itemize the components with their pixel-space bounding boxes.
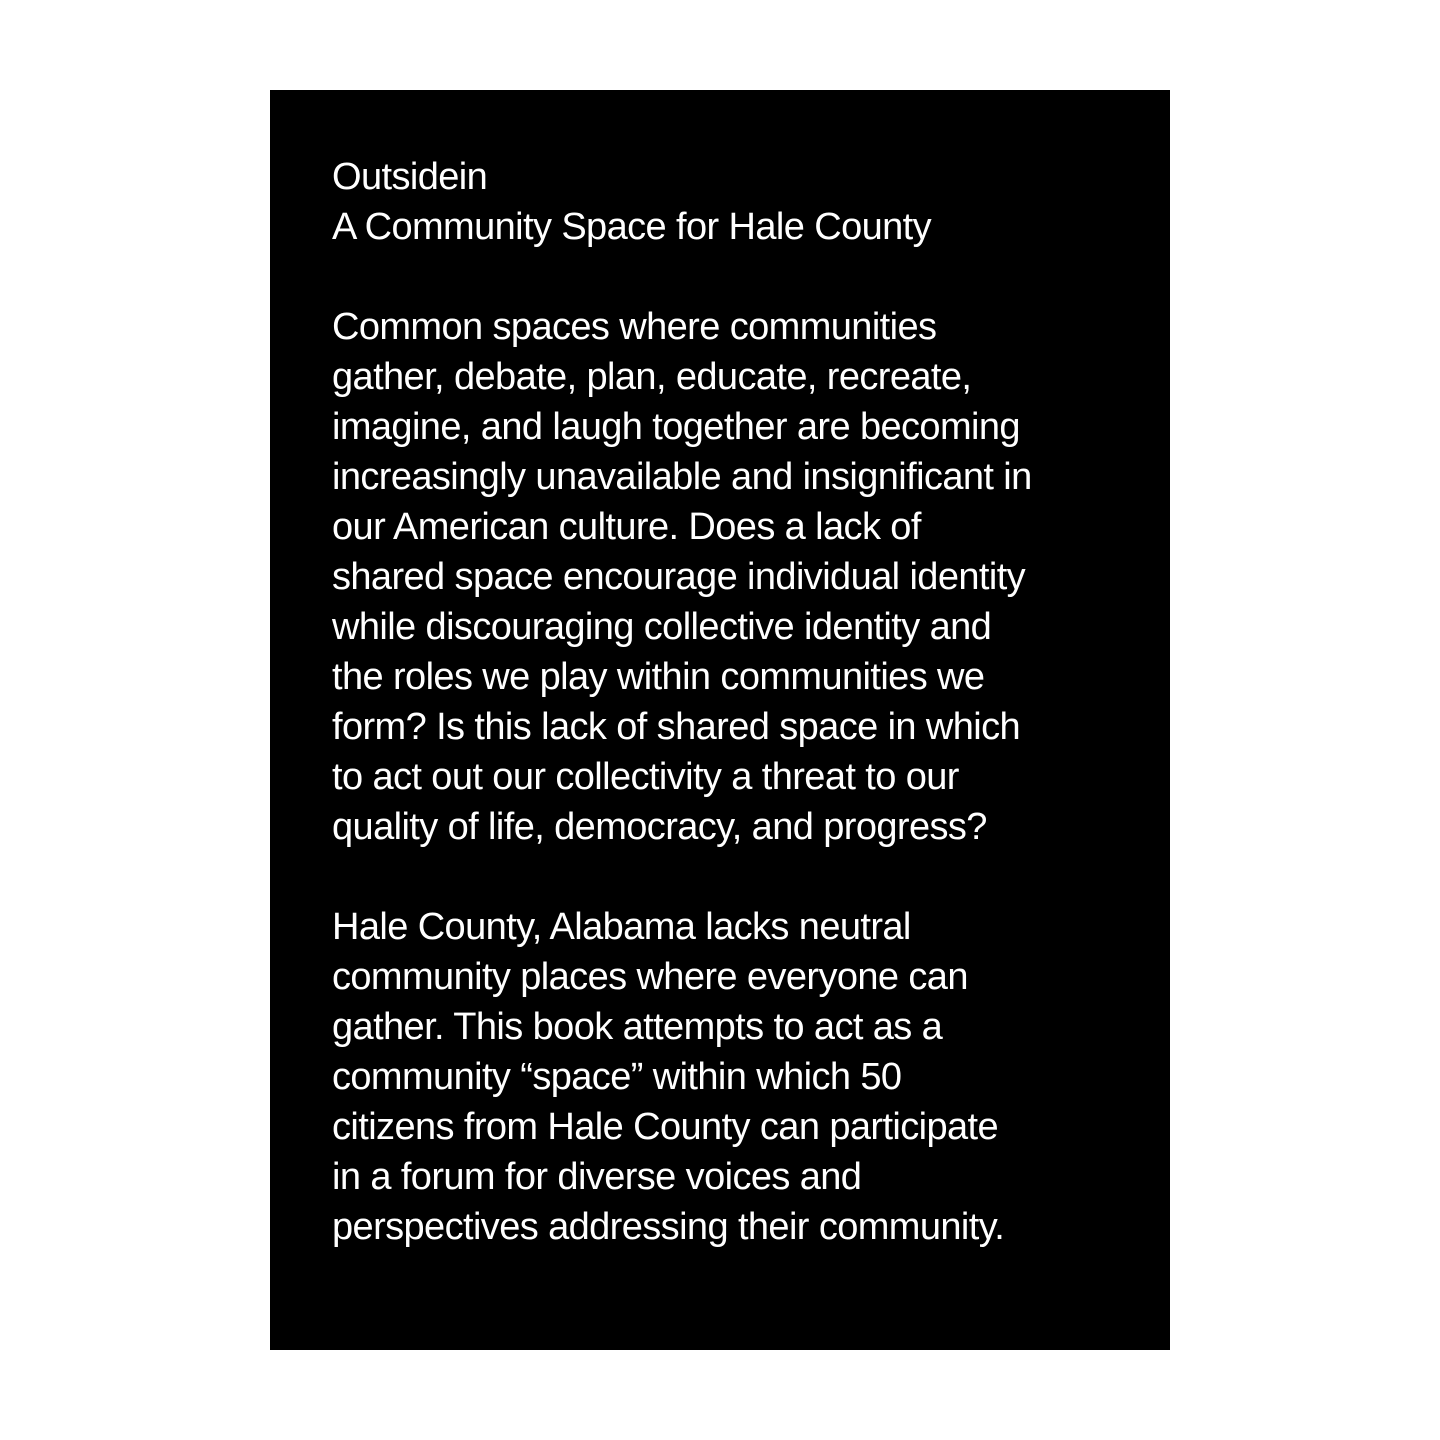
paragraph-1-line: gather, debate, plan, educate, recreate, <box>332 356 972 398</box>
paragraph-1-line: Common spaces where communities <box>332 306 937 348</box>
paragraph-1-line: while discouraging collective identity and <box>332 606 992 648</box>
paragraph-1-line: increasingly unavailable and insignificant in <box>332 456 1032 498</box>
paragraph-2 <box>332 902 1132 1252</box>
paragraph-1-line: the roles we play within communities we <box>332 656 985 698</box>
paragraph-2-line: community “space” within which 50 <box>332 1056 902 1098</box>
paragraph-2-line: in a forum for diverse voices and <box>332 1156 862 1198</box>
paragraph-2-line: gather. This book attempts to act as a <box>332 1006 943 1048</box>
paragraph-1-line: our American culture. Does a lack of <box>332 506 921 548</box>
title-line-2: A Community Space for Hale County <box>332 206 932 248</box>
paragraph-1-line: to act out our collectivity a threat to our <box>332 756 959 798</box>
paragraph-1-line: form? Is this lack of shared space in which <box>332 706 1021 748</box>
title-line-1: Outsidein <box>332 156 488 198</box>
paragraph-2-line: perspectives addressing their community. <box>332 1206 1005 1248</box>
paragraph-1-line: quality of life, democracy, and progress? <box>332 806 987 848</box>
paragraph-gap <box>332 852 1132 902</box>
paragraph-gap <box>332 252 1132 302</box>
paragraph-1-line: shared space encourage individual identity <box>332 556 1026 598</box>
paragraph-1-line: imagine, and laugh together are becoming <box>332 406 1020 448</box>
paragraph-2-line: citizens from Hale County can participate <box>332 1106 999 1148</box>
text-block <box>332 152 1132 1252</box>
paragraph-2-line: community places where everyone can <box>332 956 968 998</box>
paragraph-2-line: Hale County, Alabama lacks neutral <box>332 906 911 948</box>
book-page <box>270 90 1170 1350</box>
paragraph-1 <box>332 302 1132 852</box>
